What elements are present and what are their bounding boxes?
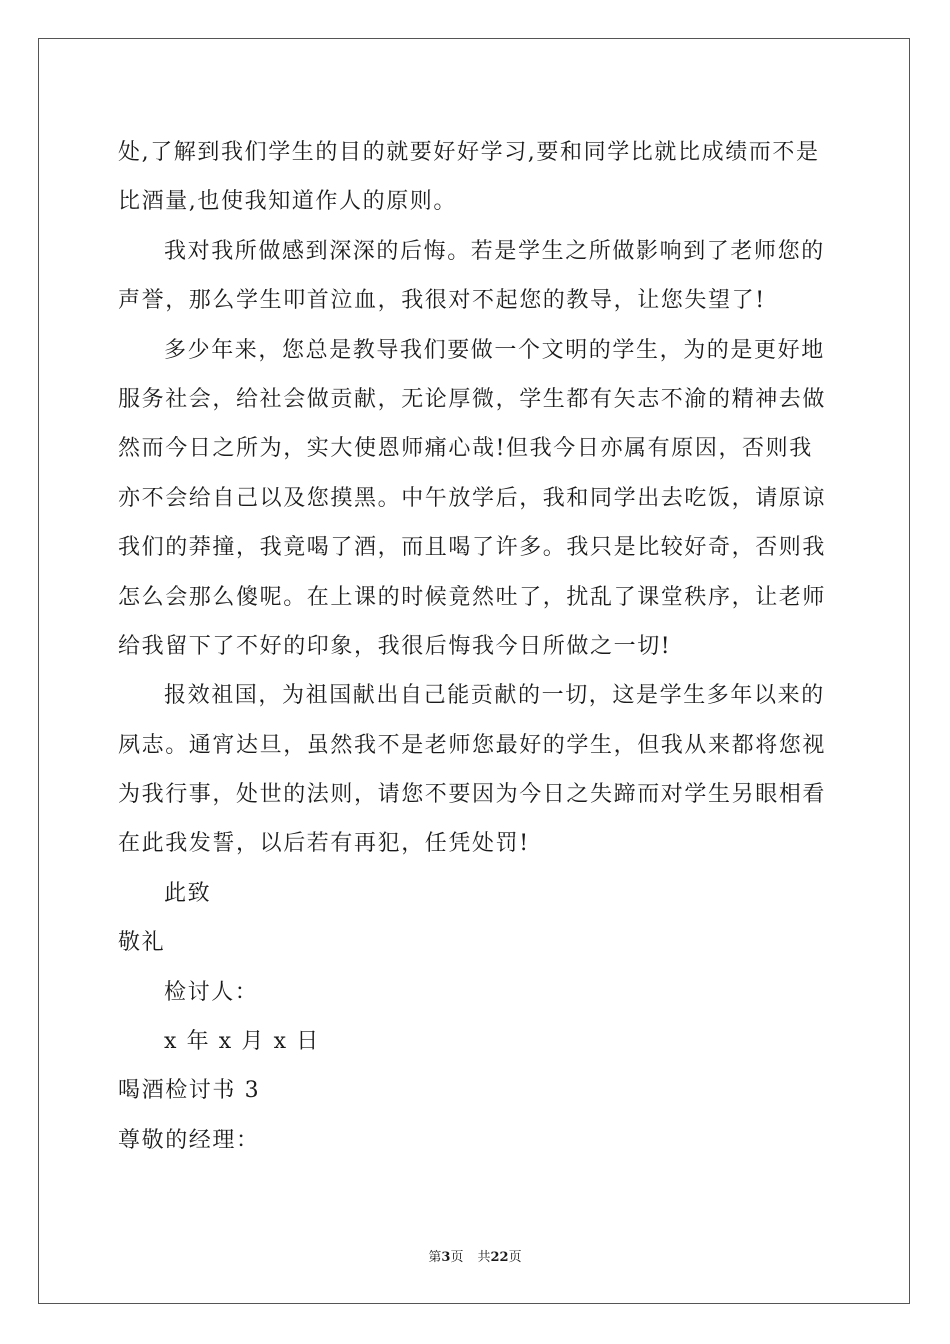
closing-respect: 敬礼 [118,930,166,956]
footer-prefix: 第 [428,1250,442,1265]
text-line: 比酒量,也使我知道作人的原则。 [118,189,457,215]
section-title: 喝酒检讨书 3 [118,1078,261,1104]
text-line: 我对我所做感到深深的后悔。若是学生之所做影响到了老师您的 [164,238,825,264]
greeting-line: 尊敬的经理： [118,1127,260,1153]
signature-label: 检讨人： [164,979,259,1005]
text-line: 处,了解到我们学生的目的就要好好学习,要和同学比就比成绩而不是 [118,140,820,165]
date-line: x 年 x 月 x 日 [164,1029,320,1055]
text-line: 给我留下了不好的印象，我很后悔我今日所做之一切! [118,633,672,659]
text-line: 夙志。通宵达旦，虽然我不是老师您最好的学生，但我从来都将您视 [118,732,827,758]
text-line: 我们的莽撞，我竟喝了酒，而且喝了许多。我只是比较好奇，否则我 [118,535,827,561]
footer-total-prefix: 共 [477,1250,491,1265]
text-line: 在此我发誓，以后若有再犯，任凭处罚! [118,831,530,857]
footer-total-suffix: 页 [508,1250,522,1265]
text-line: 声誉，那么学生叩首泣血，我很对不起您的教导，让您失望了! [118,288,766,314]
text-line: 报效祖国，为祖国献出自己能贡献的一切，这是学生多年以来的 [164,683,825,709]
footer-page-number: 3 [441,1250,451,1265]
text-line: 服务社会，给社会做贡献，无论厚微，学生都有矢志不渝的精神去做 [118,386,827,412]
footer-page-suffix: 页 [450,1250,464,1265]
page-footer [0,1246,950,1265]
text-line: 为我行事，处世的法则，请您不要因为今日之失蹄而对学生另眼相看 [118,782,827,808]
text-line: 多少年来，您总是教导我们要做一个文明的学生，为的是更好地 [164,337,825,363]
text-line: 怎么会那么傻呢。在上课的时候竟然吐了，扰乱了课堂秩序，让老师 [118,584,827,610]
text-line: 然而今日之所为，实大使恩师痛心哉!但我今日亦属有原因，否则我 [118,436,813,462]
document-body [118,128,834,1165]
text-line: 亦不会给自己以及您摸黑。中午放学后，我和同学出去吃饭，请原谅 [118,485,827,511]
closing-salutation: 此致 [164,880,212,906]
footer-total-pages: 22 [490,1250,509,1265]
